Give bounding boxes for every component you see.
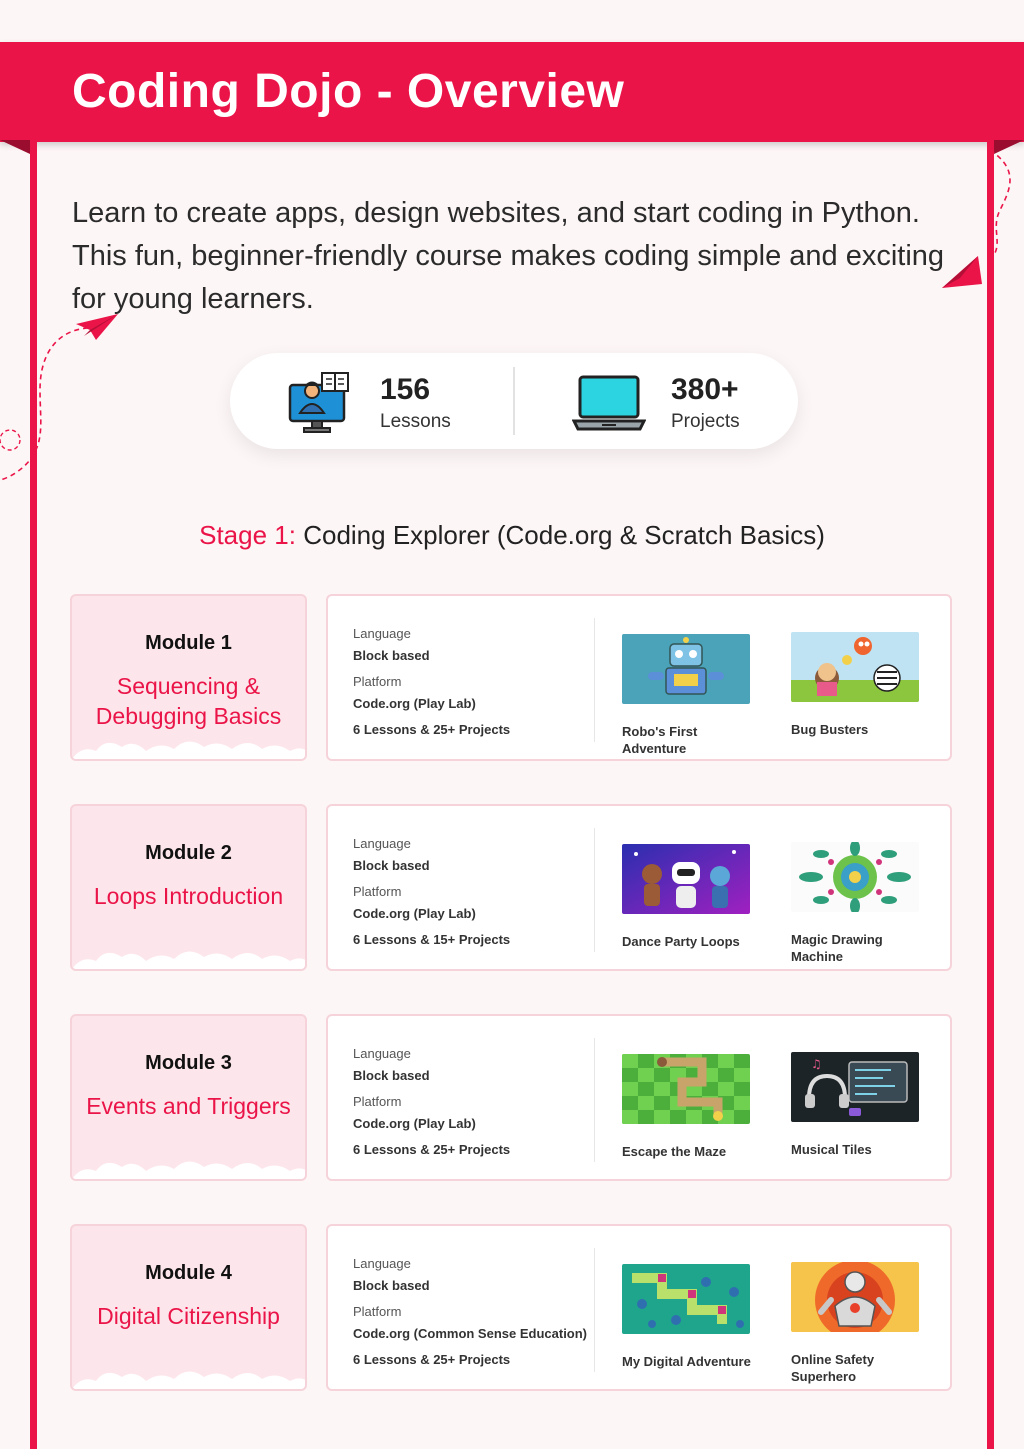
lessons-count: 156: [380, 373, 431, 406]
language-label: Language: [353, 1256, 411, 1271]
safety-superhero-thumbnail: [791, 1262, 919, 1332]
bug-busters-thumbnail: [791, 632, 919, 702]
right-rail: [987, 142, 994, 1449]
projects-count: 380+: [671, 373, 739, 406]
magic-drawing-thumbnail: [791, 842, 919, 912]
module-info: [353, 836, 603, 947]
clouds-decoration: [72, 727, 307, 759]
details-divider: [594, 618, 595, 742]
digital-adventure-thumbnail: [622, 1264, 750, 1334]
language-value: Block based: [353, 1278, 430, 1293]
module-name: Digital Citizenship: [97, 1303, 280, 1329]
project-card[interactable]: [622, 1264, 752, 1370]
details-divider: [594, 1248, 595, 1372]
project-title: Escape the Maze: [622, 1144, 727, 1159]
platform-label: Platform: [353, 1304, 402, 1319]
teacher-screen-icon: [286, 369, 352, 435]
lessons-label: Lessons: [380, 411, 451, 432]
module-info: [353, 626, 603, 737]
module-card-1: [70, 594, 307, 761]
platform-value: Code.org (Play Lab): [353, 906, 476, 921]
module-card-2: [70, 804, 307, 971]
stage-heading: [0, 520, 1024, 551]
module-name: Events and Triggers: [86, 1093, 291, 1119]
platform-label: Platform: [353, 1094, 402, 1109]
project-title: Bug Busters: [791, 722, 869, 737]
details-divider: [594, 1038, 595, 1162]
project-card[interactable]: [791, 1262, 921, 1385]
language-label: Language: [353, 836, 411, 851]
module-number: Module 2: [145, 842, 232, 864]
project-title: Online Safety Superhero: [791, 1352, 875, 1384]
musical-tiles-thumbnail: [791, 1052, 919, 1122]
platform-label: Platform: [353, 884, 402, 899]
platform-label: Platform: [353, 674, 402, 689]
language-value: Block based: [353, 858, 430, 873]
project-card[interactable]: [791, 842, 921, 965]
module-details-1: [326, 594, 952, 761]
module-card-3: [70, 1014, 307, 1181]
project-card[interactable]: [791, 1052, 921, 1158]
header-ribbon: [0, 42, 1024, 142]
module-number: Module 1: [145, 632, 232, 654]
platform-value: Code.org (Play Lab): [353, 1116, 476, 1131]
platform-value: Code.org (Play Lab): [353, 696, 476, 711]
language-value: Block based: [353, 648, 430, 663]
clouds-decoration: [72, 937, 307, 969]
module-details-2: [326, 804, 952, 971]
project-title: Musical Tiles: [791, 1142, 872, 1157]
module-name: Loops Introduction: [93, 883, 284, 909]
module-number: Module 3: [145, 1052, 232, 1074]
lessons-projects-count: 6 Lessons & 25+ Projects: [353, 1142, 511, 1157]
project-title: Robo's First Adventure: [622, 724, 698, 756]
project-title: Dance Party Loops: [622, 934, 740, 949]
project-title: Magic Drawing Machine: [791, 932, 883, 964]
language-label: Language: [353, 626, 411, 641]
project-title: My Digital Adventure: [622, 1354, 751, 1369]
project-card[interactable]: [622, 634, 752, 757]
project-card[interactable]: [622, 844, 752, 950]
ribbon-fold-left: [0, 140, 30, 154]
lessons-projects-count: 6 Lessons & 25+ Projects: [353, 722, 511, 737]
clouds-decoration: [72, 1147, 307, 1179]
details-divider: [594, 828, 595, 952]
module-info: [353, 1256, 603, 1367]
robot-thumbnail: [622, 634, 750, 704]
projects-label: Projects: [671, 411, 740, 432]
intro-paragraph: Learn to create apps, design websites, and start coding in Python. This fun, beginner-friendly course makes coding simple and exciting for young learners.: [72, 197, 945, 315]
svg-text:♫: ♫: [811, 1057, 822, 1071]
platform-value: Code.org (Common Sense Education): [353, 1326, 588, 1341]
module-card-4: [70, 1224, 307, 1391]
project-card[interactable]: [791, 632, 921, 738]
language-label: Language: [353, 1046, 411, 1061]
stage-title: Coding Explorer (Code.org & Scratch Basics): [303, 520, 825, 550]
maze-thumbnail: [622, 1054, 750, 1124]
clouds-decoration: [72, 1357, 307, 1389]
stats-card: [230, 353, 798, 449]
lessons-projects-count: 6 Lessons & 25+ Projects: [353, 1352, 511, 1367]
project-card[interactable]: [622, 1054, 752, 1160]
module-details-4: [326, 1224, 952, 1391]
module-details-3: [326, 1014, 952, 1181]
module-number: Module 4: [145, 1262, 232, 1284]
language-value: Block based: [353, 1068, 430, 1083]
lessons-projects-count: 6 Lessons & 15+ Projects: [353, 932, 511, 947]
module-info: [353, 1046, 603, 1157]
module-name: Sequencing & Debugging Basics: [95, 673, 282, 729]
stage-prefix: Stage 1:: [199, 520, 296, 550]
dance-party-thumbnail: [622, 844, 750, 914]
paper-plane-trail-left-icon: [0, 300, 130, 490]
page-title: Coding Dojo - Overview: [72, 65, 625, 118]
laptop-icon: [572, 373, 646, 433]
stats-divider: [513, 367, 515, 435]
